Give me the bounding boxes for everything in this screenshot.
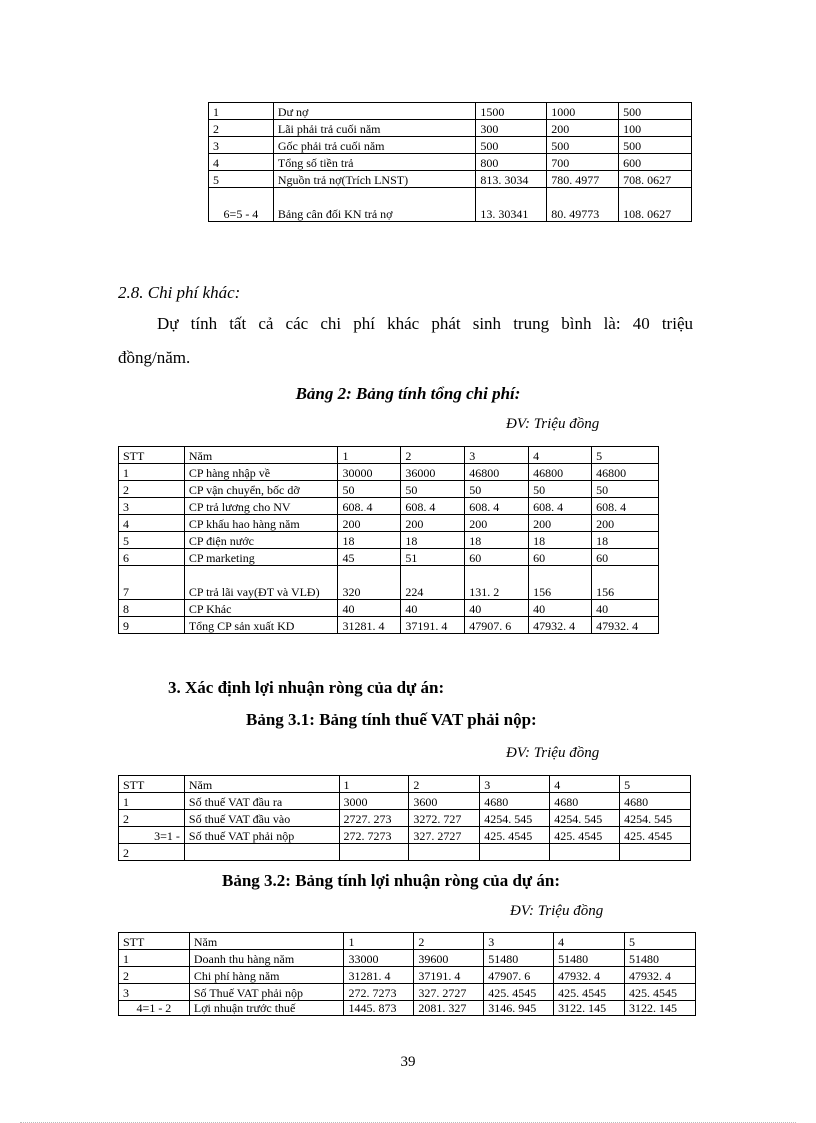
table-cell: 4254. 545 [480, 810, 550, 827]
table-cell: 4680 [480, 793, 550, 810]
table-cell: CP hàng nhập về [184, 464, 338, 481]
table-cell: 4 [529, 447, 592, 464]
table-cell: 30000 [338, 464, 401, 481]
table-row [119, 950, 696, 967]
table-cell: 6=5 - 4 [209, 188, 274, 222]
table-cell: 47932. 4 [592, 617, 659, 634]
table-cell: 3 [119, 984, 190, 1001]
table-cell: 780. 4977 [547, 171, 619, 188]
table-cell: 18 [401, 532, 465, 549]
table-cell: Số thuế VAT đầu ra [184, 793, 339, 810]
table-cell [184, 844, 339, 861]
section-2-8-paragraph-line2: đồng/năm. [118, 348, 191, 367]
table-cell: 40 [465, 600, 529, 617]
table-cell: 2 [119, 844, 185, 861]
table-cell: 156 [529, 566, 592, 600]
table-cell: 4254. 545 [620, 810, 691, 827]
table-row [119, 617, 659, 634]
table-cell: 600 [619, 154, 692, 171]
table-cell: 3272. 727 [409, 810, 480, 827]
table-cell: 5 [592, 447, 659, 464]
table-cell: 500 [619, 137, 692, 154]
table-cell: Doanh thu hàng năm [189, 950, 344, 967]
table-cell: 1 [119, 464, 185, 481]
table-cell: CP điện nước [184, 532, 338, 549]
table-cell: 1 [338, 447, 401, 464]
table-cell: 813. 3034 [476, 171, 547, 188]
table-cell: 18 [592, 532, 659, 549]
table-cell: 36000 [401, 464, 465, 481]
table-cell: 51480 [484, 950, 554, 967]
table-cell: 425. 4545 [625, 984, 696, 1001]
table-cell: 2 [401, 447, 465, 464]
table-cell: 1500 [476, 103, 547, 120]
table-cell: 45 [338, 549, 401, 566]
table-cell: 2727. 273 [339, 810, 409, 827]
table-cell: 33000 [344, 950, 414, 967]
table-cell: 4 [554, 933, 625, 950]
table2-caption: Bảng 2: Bảng tính tổng chi phí: [295, 384, 521, 403]
table-cell: 39600 [414, 950, 484, 967]
table-cell: 47907. 6 [465, 617, 529, 634]
table-cell: Số Thuế VAT phải nộp [189, 984, 344, 1001]
page-number: 39 [400, 1054, 416, 1070]
table-cell: Bảng cân đối KN trả nợ [273, 188, 475, 222]
table-cell: 3 [480, 776, 550, 793]
table-cell: 5 [209, 171, 274, 188]
table-cell: Gốc phải trả cuối năm [273, 137, 475, 154]
table-cell: CP trả lương cho NV [184, 498, 338, 515]
debt-repayment-table [208, 102, 692, 222]
table-cell: 608. 4 [465, 498, 529, 515]
table-cell: 47932. 4 [554, 967, 625, 984]
section-3-title: 3. Xác định lợi nhuận ròng của dự án: [168, 678, 445, 697]
table-cell: 47907. 6 [484, 967, 554, 984]
table-header-row [119, 776, 691, 793]
table-cell: 200 [547, 120, 619, 137]
table-cell: 60 [592, 549, 659, 566]
table-cell: 425. 4545 [620, 827, 691, 844]
table-cell: 608. 4 [338, 498, 401, 515]
table-cell: Số thuế VAT đầu vào [184, 810, 339, 827]
table-cell: Dư nợ [273, 103, 475, 120]
table-cell: STT [119, 933, 190, 950]
vat-table [118, 775, 691, 861]
table-cell: 708. 0627 [619, 171, 692, 188]
table-cell: 46800 [465, 464, 529, 481]
table-cell: 1 [344, 933, 414, 950]
table-cell: 46800 [529, 464, 592, 481]
table-cell: 608. 4 [529, 498, 592, 515]
table-cell: 50 [529, 481, 592, 498]
table-cell: Tổng số tiền trả [273, 154, 475, 171]
table-cell: 425. 4545 [554, 984, 625, 1001]
table-cell: 31281. 4 [344, 967, 414, 984]
table-row [119, 827, 691, 844]
table-cell: 4 [209, 154, 274, 171]
table-row [119, 481, 659, 498]
table-cell: 200 [338, 515, 401, 532]
table32-caption: Bảng 3.2: Bảng tính lợi nhuận ròng của dự án: [222, 871, 560, 890]
table-cell: CP Khác [184, 600, 338, 617]
table-cell: 3000 [339, 793, 409, 810]
table-cell: 46800 [592, 464, 659, 481]
table-cell: 18 [338, 532, 401, 549]
table-cell: 224 [401, 566, 465, 600]
table-cell: 18 [529, 532, 592, 549]
table-cell: 425. 4545 [480, 827, 550, 844]
table-row [119, 1001, 696, 1016]
table-cell: 200 [401, 515, 465, 532]
table-cell: 5 [625, 933, 696, 950]
table-cell: 1445. 873 [344, 1001, 414, 1016]
table-header-row [119, 933, 696, 950]
table-cell: 4=1 - 2 [119, 1001, 190, 1016]
table-cell: 327. 2727 [414, 984, 484, 1001]
table-cell: 608. 4 [592, 498, 659, 515]
table-row [209, 120, 692, 137]
table-row [119, 984, 696, 1001]
table-cell: 40 [592, 600, 659, 617]
table-cell [550, 844, 620, 861]
table-cell [480, 844, 550, 861]
table-cell: 131. 2 [465, 566, 529, 600]
table-cell: 60 [465, 549, 529, 566]
table-cell: 3146. 945 [484, 1001, 554, 1016]
table-cell: 300 [476, 120, 547, 137]
table-cell: CP marketing [184, 549, 338, 566]
table-cell: 4680 [620, 793, 691, 810]
table-cell: 3 [465, 447, 529, 464]
table-cell: 2 [119, 810, 185, 827]
table-row [119, 464, 659, 481]
table-cell: 108. 0627 [619, 188, 692, 222]
table-cell: 320 [338, 566, 401, 600]
table-cell: STT [119, 447, 185, 464]
section-2-8-paragraph-line1: Dự tính tất cả các chi phí khác phát sinh trung bình là: 40 triệu [157, 314, 693, 333]
table31-caption: Bảng 3.1: Bảng tính thuế VAT phải nộp: [246, 710, 537, 729]
table-cell: 1 [119, 950, 190, 967]
table-cell: 2 [209, 120, 274, 137]
table-cell: 1000 [547, 103, 619, 120]
table-row [209, 188, 692, 222]
table-cell: 4 [550, 776, 620, 793]
table-cell: 3 [119, 498, 185, 515]
table-cell: 1 [119, 793, 185, 810]
table-cell: 3 [484, 933, 554, 950]
section-2-8-title: 2.8. Chi phí khác: [118, 283, 241, 302]
table-cell: 50 [338, 481, 401, 498]
table-cell: 156 [592, 566, 659, 600]
table-row [119, 532, 659, 549]
table-row [209, 154, 692, 171]
table-cell: 200 [529, 515, 592, 532]
table-cell: 9 [119, 617, 185, 634]
table-row [119, 810, 691, 827]
table-cell: Năm [189, 933, 344, 950]
table-cell: 2 [119, 967, 190, 984]
table-cell: 500 [619, 103, 692, 120]
table-cell [409, 844, 480, 861]
table-row [119, 793, 691, 810]
net-profit-table [118, 932, 696, 1016]
table-cell: 37191. 4 [414, 967, 484, 984]
table-cell: Nguồn trả nợ(Trích LNST) [273, 171, 475, 188]
table-cell: 1 [209, 103, 274, 120]
table-cell: Tổng CP sản xuất KD [184, 617, 338, 634]
table-cell: 2 [119, 481, 185, 498]
table-row [119, 844, 691, 861]
table-cell: 425. 4545 [484, 984, 554, 1001]
table-cell: 3122. 145 [625, 1001, 696, 1016]
table-cell: 4254. 545 [550, 810, 620, 827]
table-cell: 7 [119, 566, 185, 600]
table-cell: 50 [401, 481, 465, 498]
table-cell: CP khấu hao hàng năm [184, 515, 338, 532]
table-cell: 50 [465, 481, 529, 498]
table-cell: 8 [119, 600, 185, 617]
table-cell: 200 [465, 515, 529, 532]
table32-unit: ĐV: Triệu đồng [510, 903, 604, 919]
table-cell [339, 844, 409, 861]
table-row [119, 566, 659, 600]
table-cell: Số thuế VAT phải nộp [184, 827, 339, 844]
table-row [119, 549, 659, 566]
table-cell: 500 [547, 137, 619, 154]
table-cell: 5 [620, 776, 691, 793]
table-cell: 4680 [550, 793, 620, 810]
table-cell: 40 [338, 600, 401, 617]
table-cell: 5 [119, 532, 185, 549]
table-cell: 51480 [625, 950, 696, 967]
table-cell: Lãi phải trả cuối năm [273, 120, 475, 137]
table-cell: 18 [465, 532, 529, 549]
table-cell: 2081. 327 [414, 1001, 484, 1016]
table-cell: 500 [476, 137, 547, 154]
table-cell: 60 [529, 549, 592, 566]
table-cell: 6 [119, 549, 185, 566]
table-cell: 3600 [409, 793, 480, 810]
table-cell: 700 [547, 154, 619, 171]
table-cell: CP vận chuyển, bốc dỡ [184, 481, 338, 498]
table2-unit: ĐV: Triệu đồng [506, 416, 600, 432]
table-cell: 272. 7273 [344, 984, 414, 1001]
table-cell: 4 [119, 515, 185, 532]
table-row [119, 600, 659, 617]
table-cell: 37191. 4 [401, 617, 465, 634]
table-row [209, 171, 692, 188]
table31-unit: ĐV: Triệu đồng [506, 745, 600, 761]
table-cell: 2 [409, 776, 480, 793]
table-cell: 80. 49773 [547, 188, 619, 222]
table-cell: CP trả lãi vay(ĐT và VLĐ) [184, 566, 338, 600]
table-row [119, 515, 659, 532]
table-cell: 31281. 4 [338, 617, 401, 634]
table-cell: 200 [592, 515, 659, 532]
table-cell: 50 [592, 481, 659, 498]
table-cell: 608. 4 [401, 498, 465, 515]
table-cell: Chi phí hàng năm [189, 967, 344, 984]
table-cell: 425. 4545 [550, 827, 620, 844]
total-cost-table [118, 446, 659, 634]
table-cell: STT [119, 776, 185, 793]
table-cell: 2 [414, 933, 484, 950]
table-cell: Năm [184, 776, 339, 793]
table-cell: 272. 7273 [339, 827, 409, 844]
table-cell: 800 [476, 154, 547, 171]
table-cell: 100 [619, 120, 692, 137]
table-cell: 3122. 145 [554, 1001, 625, 1016]
table-cell: 47932. 4 [529, 617, 592, 634]
table-cell: 327. 2727 [409, 827, 480, 844]
table-cell: 47932. 4 [625, 967, 696, 984]
table-row [209, 103, 692, 120]
table-cell: 13. 30341 [476, 188, 547, 222]
table-cell: Lợi nhuận trước thuế [189, 1001, 344, 1016]
table-cell: 51480 [554, 950, 625, 967]
table-header-row [119, 447, 659, 464]
table-cell: 40 [529, 600, 592, 617]
table-cell: 1 [339, 776, 409, 793]
table-row [119, 498, 659, 515]
table-cell: Năm [184, 447, 338, 464]
table-row [119, 967, 696, 984]
table-row [209, 137, 692, 154]
table-cell [620, 844, 691, 861]
table-cell: 3=1 - [119, 827, 185, 844]
table-cell: 51 [401, 549, 465, 566]
table-cell: 3 [209, 137, 274, 154]
table-cell: 40 [401, 600, 465, 617]
